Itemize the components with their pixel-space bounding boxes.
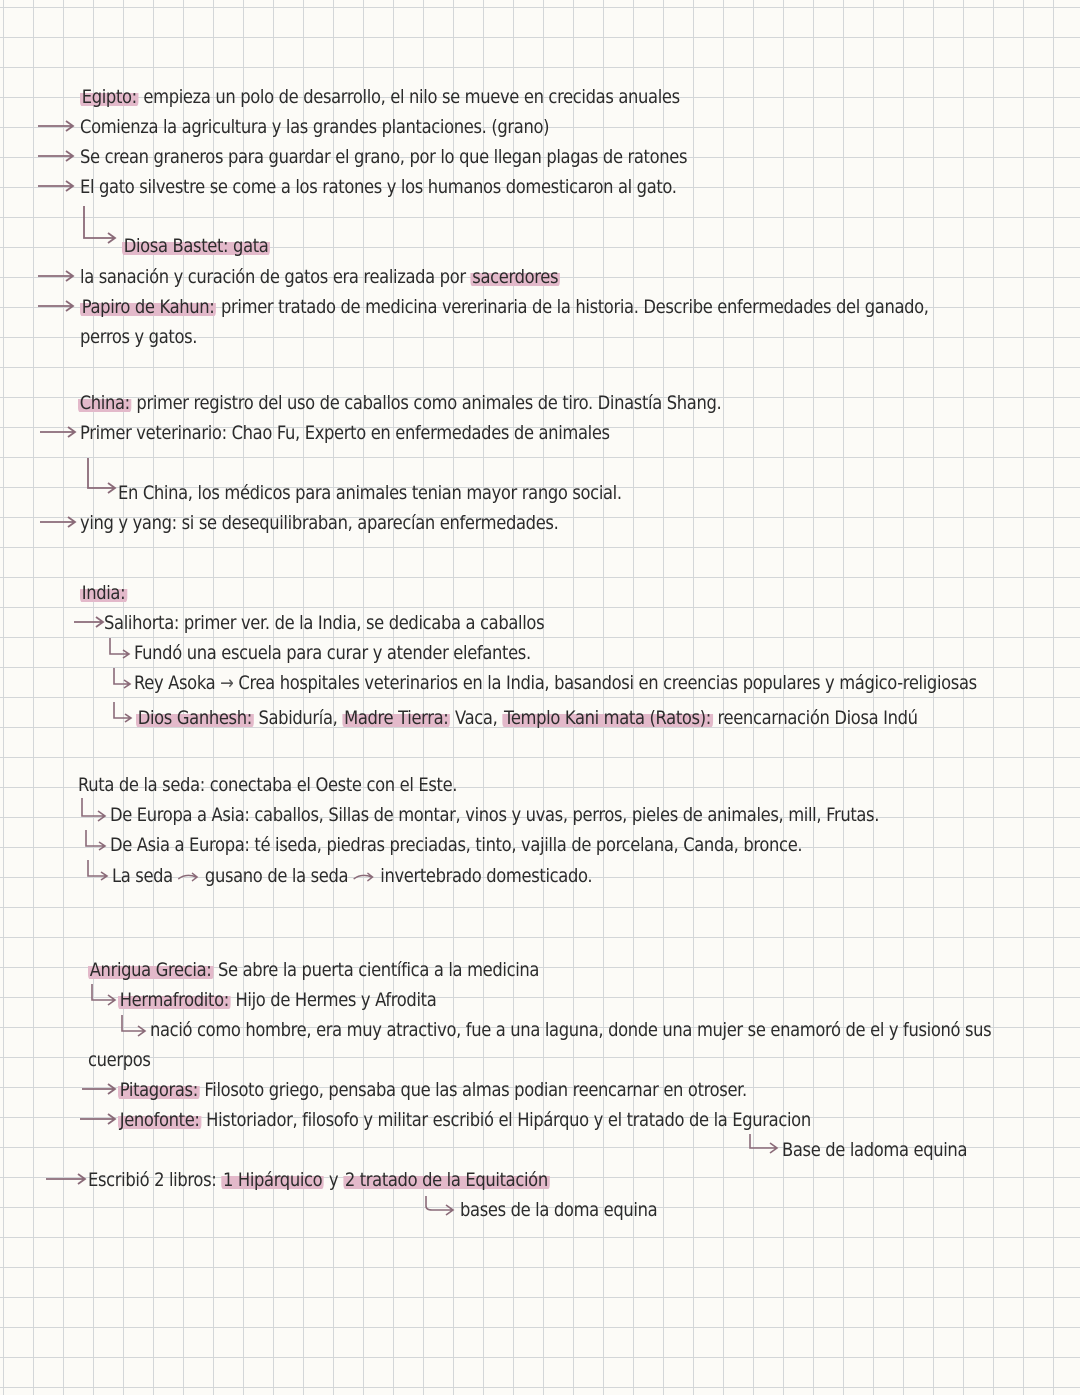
ruta-line-3 bbox=[112, 864, 592, 888]
papiro-text: primer tratado de medicina vererinaria de la historia. Describe enfermedades del ganado, bbox=[221, 296, 929, 318]
grecia-base: Base de ladoma equina bbox=[782, 1139, 968, 1161]
right-arrow-icon: → bbox=[220, 672, 234, 694]
gusano: gusano de la seda bbox=[204, 865, 349, 887]
china-line-3: ying y yang: si se desequilibraban, aparecían enfermedades. bbox=[80, 512, 559, 534]
sabiduria-text: Sabiduría, bbox=[258, 707, 338, 729]
egipto-sanacion-line bbox=[80, 265, 560, 289]
china-line-2: En China, los médicos para animales tenian mayor rango social. bbox=[118, 482, 622, 504]
right-arrow-icon bbox=[80, 1081, 118, 1097]
egipto-line-2: Se crean graneros para guardar el grano, por lo que llegan plagas de ratones bbox=[80, 146, 688, 168]
grecia-herma-line bbox=[118, 988, 436, 1012]
grecia-pitagoras-line bbox=[118, 1078, 747, 1102]
asoka-text: Crea hospitales veterinarios en la India, basandosi en creencias populares y mágico-religiosas bbox=[238, 672, 977, 694]
branch-arrow-icon bbox=[112, 702, 136, 726]
grecia-libros-line bbox=[88, 1168, 550, 1192]
right-arrow-icon bbox=[44, 1171, 88, 1187]
branch-arrow-icon bbox=[80, 798, 110, 824]
vaca-text: Vaca, bbox=[455, 707, 498, 729]
jenofonte-text: Historiador, filosofo y militar escribió el Hipárquo y el tratado de la Eguracion bbox=[206, 1109, 811, 1131]
branch-arrow-icon bbox=[84, 830, 110, 854]
india-heading: India: bbox=[81, 582, 126, 604]
ganhesh-highlight: Dios Ganhesh: bbox=[137, 707, 252, 729]
grecia-bases: bases de la doma equina bbox=[460, 1199, 658, 1221]
grecia-jenofonte-line bbox=[118, 1108, 811, 1132]
india-heading-line bbox=[80, 581, 127, 605]
branch-arrow-icon bbox=[424, 1194, 458, 1218]
right-arrow-icon bbox=[38, 424, 78, 440]
egipto-heading: Egipto: bbox=[81, 86, 137, 108]
ruta-line-2: De Asia a Europa: té iseda, piedras preciadas, tinto, vajilla de porcelana, Canda, bronce. bbox=[110, 834, 803, 856]
madre-tierra-highlight: Madre Tierra: bbox=[344, 707, 449, 729]
la-seda: La seda bbox=[112, 865, 173, 887]
branch-arrow-icon bbox=[86, 458, 122, 498]
right-arrow-icon bbox=[36, 118, 76, 134]
egipto-papiro-line bbox=[80, 295, 929, 319]
branch-arrow-icon bbox=[82, 206, 122, 248]
reencarnacion-text: reencarnación Diosa Indú bbox=[717, 707, 918, 729]
right-arrow-icon bbox=[36, 298, 76, 314]
egipto-intro-line bbox=[80, 85, 680, 109]
china-intro-line bbox=[78, 391, 721, 415]
right-arrow-icon bbox=[36, 268, 76, 284]
china-heading: China: bbox=[79, 392, 130, 414]
grecia-heading: Anrigua Grecia: bbox=[89, 959, 212, 981]
right-arrow-icon bbox=[72, 614, 106, 630]
libros-text: Escribió 2 libros: bbox=[88, 1169, 217, 1191]
bastet-highlight: Diosa Bastet: gata bbox=[123, 235, 269, 257]
jenofonte-highlight: Jenofonte: bbox=[119, 1109, 200, 1131]
branch-arrow-icon bbox=[90, 984, 120, 1010]
china-intro: primer registro del uso de caballos como animales de tiro. Dinastía Shang. bbox=[136, 392, 722, 414]
branch-arrow-icon bbox=[108, 638, 134, 662]
hermafrodito-highlight: Hermafrodito: bbox=[119, 989, 229, 1011]
right-arrow-icon bbox=[38, 514, 78, 530]
right-arrow-icon bbox=[78, 1111, 118, 1127]
right-arrow-icon bbox=[353, 871, 375, 883]
rey-asoka: Rey Asoka bbox=[134, 672, 216, 694]
right-arrow-icon bbox=[178, 871, 200, 883]
india-line-4 bbox=[136, 706, 918, 730]
grecia-intro-line bbox=[88, 958, 539, 982]
grecia-nacio: nació como hombre, era muy atractivo, fue a una laguna, donde una mujer se enamoró de el y fusionó sus bbox=[150, 1019, 992, 1041]
ruta-heading: Ruta de la seda: conectaba el Oeste con el Este. bbox=[78, 774, 458, 796]
invertebrado: invertebrado domesticado. bbox=[380, 865, 593, 887]
sanacion-text: la sanación y curación de gatos era realizada por bbox=[80, 266, 466, 288]
sanacion-highlight: sacerdores bbox=[472, 266, 559, 288]
india-line-1: Salihorta: primer ver. de la India, se dedicaba a caballos bbox=[104, 612, 545, 634]
branch-arrow-icon bbox=[120, 1015, 150, 1039]
egipto-intro: empieza un polo de desarrollo, el nilo se mueve en crecidas anuales bbox=[143, 86, 680, 108]
pitagoras-highlight: Pitagoras: bbox=[119, 1079, 198, 1101]
papiro-highlight: Papiro de Kahun: bbox=[81, 296, 215, 318]
egipto-papiro-cont: perros y gatos. bbox=[80, 326, 198, 348]
equitacion-highlight: 2 tratado de la Equitación bbox=[344, 1169, 548, 1191]
hiparquico-highlight: 1 Hipárquico bbox=[222, 1169, 323, 1191]
branch-arrow-icon bbox=[86, 860, 112, 884]
india-line-2: Fundó una escuela para curar y atender elefantes. bbox=[134, 642, 531, 664]
egipto-bastet bbox=[122, 234, 270, 258]
right-arrow-icon bbox=[36, 178, 76, 194]
grecia-cuerpos: cuerpos bbox=[88, 1049, 151, 1071]
pitagoras-text: Filosoto griego, pensaba que las almas podian reencarnar en otroser. bbox=[204, 1079, 747, 1101]
branch-arrow-icon bbox=[748, 1134, 782, 1158]
egipto-line-1: Comienza la agricultura y las grandes plantaciones. (grano) bbox=[80, 116, 550, 138]
libros-y: y bbox=[328, 1169, 339, 1191]
india-line-3 bbox=[134, 671, 977, 695]
china-line-1: Primer veterinario: Chao Fu, Experto en enfermedades de animales bbox=[80, 422, 610, 444]
grecia-intro: Se abre la puerta científica a la medicina bbox=[217, 959, 540, 981]
branch-arrow-icon bbox=[112, 668, 134, 692]
ruta-line-1: De Europa a Asia: caballos, Sillas de montar, vinos y uvas, perros, pieles de animales, mill, Frutas. bbox=[110, 804, 880, 826]
hermafrodito-text: Hijo de Hermes y Afrodita bbox=[235, 989, 437, 1011]
templo-highlight: Templo Kani mata (Ratos): bbox=[503, 707, 711, 729]
right-arrow-icon bbox=[36, 148, 76, 164]
egipto-line-3: El gato silvestre se come a los ratones y los humanos domesticaron al gato. bbox=[80, 176, 677, 198]
